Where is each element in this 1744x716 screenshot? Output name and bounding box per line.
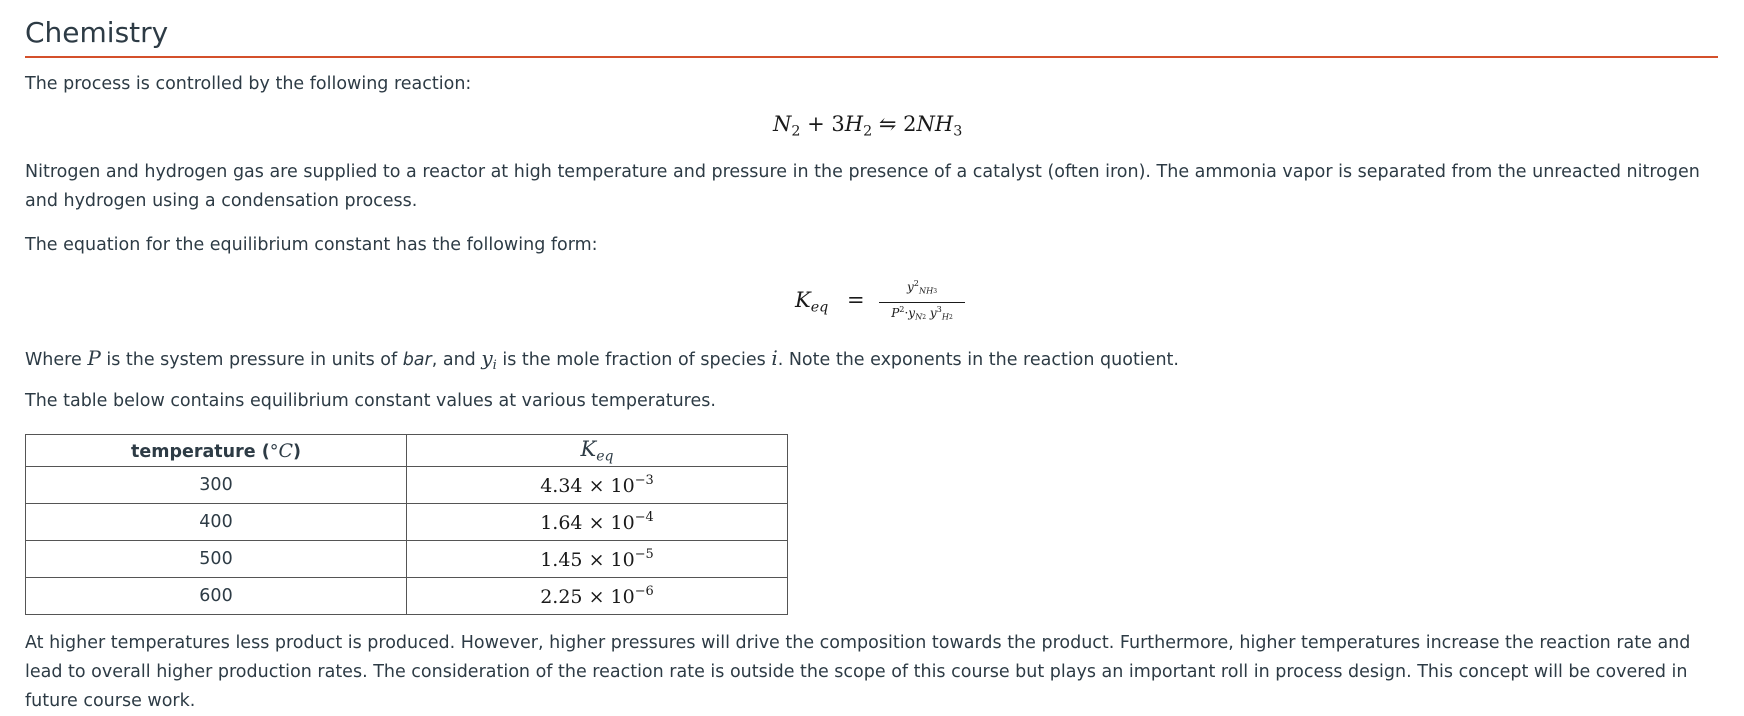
conclusion-paragraph: At higher temperatures less product is produced. However, higher pressures will drive the composition towards the product. Furthermore, higher temperatures increase the reaction rate and lead to overall higher production rates. The consideration of the reaction rate is outside the scope of this course but plays an important roll in process design. This concept will be covered in future course work. — [25, 633, 1691, 711]
times-sign: × — [588, 511, 605, 534]
keq-numerator — [879, 278, 965, 296]
num-subscript: NH — [918, 285, 934, 296]
keq-base: 10 — [610, 511, 635, 534]
header-keq-k: K — [580, 436, 597, 461]
keq-exponent: −3 — [634, 473, 654, 489]
where-text-3: , and — [431, 350, 482, 370]
product-coefficient: 2 — [903, 112, 917, 136]
equals-sign: = — [847, 288, 865, 312]
celsius-symbol: C — [278, 439, 293, 462]
keq-k: K — [795, 288, 811, 312]
keq-lhs — [795, 288, 828, 316]
den-y2-subscript: H — [941, 311, 949, 322]
intro-paragraph: The process is controlled by the following reaction: — [25, 74, 472, 94]
reactant-h: H — [844, 112, 864, 136]
description-paragraph: Nitrogen and hydrogen gas are supplied to a reactor at high temperature and pressure in the presence of a catalyst (often iron). The ammonia vapor is separated from the unreacted nitrogen and hydrogen using a condensation process. — [25, 162, 1700, 211]
times-sign: × — [588, 548, 605, 571]
keq-mantissa: 2.25 — [540, 585, 583, 608]
symbol-i: i — [771, 346, 778, 370]
keq-mantissa: 4.34 — [540, 474, 583, 497]
keq-base: 10 — [610, 474, 635, 497]
keq-table — [25, 434, 788, 615]
degree-symbol: ° — [269, 441, 279, 462]
keq-cell — [407, 504, 788, 541]
table-row — [26, 578, 788, 615]
page-title: Chemistry — [25, 16, 169, 49]
symbol-y-subscript: i — [492, 358, 497, 374]
header-temperature — [26, 435, 407, 467]
keq-cell — [407, 541, 788, 578]
keq-exponent: −6 — [634, 584, 654, 600]
den-y1-subscript: N — [915, 311, 923, 322]
symbol-p: P — [87, 346, 101, 370]
temperature-cell: 400 — [26, 504, 407, 541]
table-intro-paragraph: The table below contains equilibrium constant values at various temperatures. — [25, 391, 716, 411]
times-sign: × — [588, 585, 605, 608]
symbol-y: y — [481, 346, 493, 370]
product-subscript: 3 — [953, 123, 963, 140]
table-row — [26, 504, 788, 541]
header-keq-subscript: eq — [596, 448, 614, 465]
num-subscript-index: 3 — [933, 287, 938, 295]
den-y2: y — [929, 305, 937, 320]
header-temperature-label: temperature ( — [130, 441, 270, 462]
den-p-exponent: 2 — [899, 304, 905, 314]
keq-mantissa: 1.45 — [540, 548, 583, 571]
header-close-paren: ) — [293, 441, 301, 462]
product-nh: NH — [916, 112, 954, 136]
temperature-cell: 300 — [26, 467, 407, 504]
den-dot: · — [904, 305, 909, 320]
den-y1: y — [908, 305, 916, 320]
keq-mantissa: 1.64 — [540, 511, 583, 534]
fraction-bar — [879, 302, 965, 303]
plus-coefficient: + 3 — [807, 112, 845, 136]
keq-exponent: −4 — [634, 510, 654, 526]
keq-cell — [407, 578, 788, 615]
temperature-cell: 500 — [26, 541, 407, 578]
table-row — [26, 467, 788, 504]
title-divider — [25, 56, 1718, 58]
where-text-5: . Note the exponents in the reaction quotient. — [777, 350, 1179, 370]
table-header-row — [26, 435, 788, 467]
keq-denominator — [879, 304, 965, 322]
where-text-4: is the mole fraction of species — [496, 350, 772, 370]
keq-cell — [407, 467, 788, 504]
where-text-1: Where — [25, 350, 88, 370]
equation-intro-paragraph: The equation for the equilibrium constant has the following form: — [25, 235, 598, 255]
den-p: P — [891, 305, 900, 320]
den-y2-exponent: 3 — [936, 304, 942, 314]
unit-bar: bar — [402, 350, 432, 370]
temperature-cell: 600 — [26, 578, 407, 615]
equilibrium-arrow-icon: ⇋ — [878, 112, 897, 136]
times-sign: × — [588, 474, 605, 497]
keq-base: 10 — [610, 585, 635, 608]
header-keq — [407, 435, 788, 467]
table-row — [26, 541, 788, 578]
num-y: y — [906, 279, 914, 294]
den-y1-subscript-index: 2 — [922, 313, 927, 321]
where-text-2: is the system pressure in units of — [100, 350, 403, 370]
reactant-n-subscript: 2 — [791, 123, 801, 140]
keq-base: 10 — [610, 548, 635, 571]
reaction-equation — [773, 112, 962, 140]
num-exponent: 2 — [913, 278, 919, 288]
keq-subscript: eq — [810, 299, 829, 316]
keq-exponent: −5 — [634, 547, 654, 563]
reactant-n: N — [773, 112, 792, 136]
den-y2-subscript-index: 2 — [948, 313, 953, 321]
reactant-h-subscript: 2 — [863, 123, 873, 140]
where-paragraph — [25, 344, 1179, 380]
